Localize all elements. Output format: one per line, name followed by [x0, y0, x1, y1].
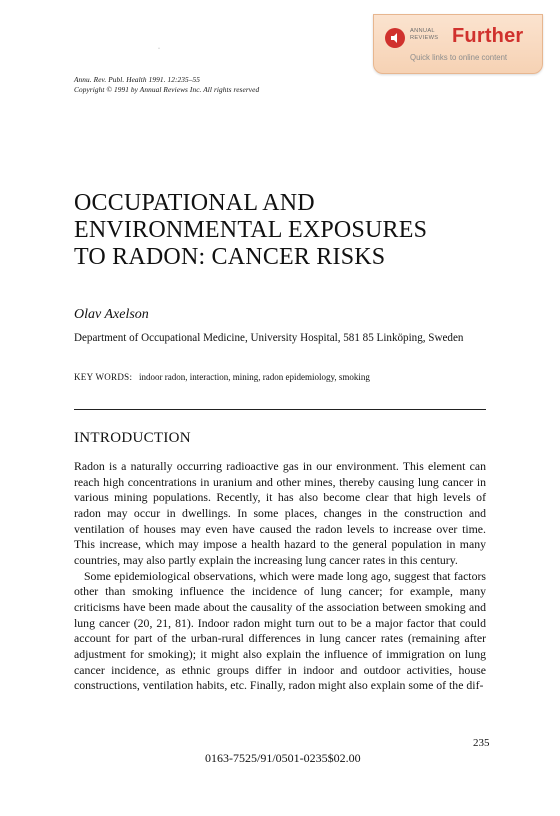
paragraph-2: Some epidemiological observations, which were made long ago, suggest that factors other than smoking influence the incidence of lung cancer; for example, many criticisms have been made about the causality of the association between smoking and lung cancer (20, 21, 81). Indoor radon might turn out to be a major factor that could account for part of the urban-rural differences in lung cancer rates (remaining after adjustment for smoking); it might also explain the influence of immigration on lung cancer incidence, as ethnic groups differ in indoor and outdoor activities, house constructions, ventilation habits, etc. Finally, radon might also explain some of the dif-: [74, 568, 486, 693]
annual-reviews-label: ANNUAL REVIEWS: [410, 28, 439, 41]
price-code: 0163-7525/91/0501-0235$02.00: [205, 751, 361, 765]
further-banner[interactable]: [373, 14, 543, 74]
paragraph-1: Radon is a naturally occurring radioactive gas in our environment. This element can reach high concentrations in uranium and other mines, thereby causing lung cancer in various mining populations. Recently, it has also become clear that high levels of radon may occur in dwellings. In some places, changes in the construction and ventilation of houses may even have caused the radon levels to increase over time. This increase, which may impose a health hazard to the general population in many countries, may also partly explain the increasing lung cancer rates in this century.: [74, 459, 486, 567]
title-line-3: TO RADON: CANCER RISKS: [74, 244, 386, 270]
speaker-icon: [385, 28, 405, 48]
keywords-line: [74, 372, 370, 382]
title-line-2: ENVIRONMENTAL EXPOSURES: [74, 217, 428, 243]
author-affiliation: Department of Occupational Medicine, University Hospital, 581 85 Linköping, Sweden: [74, 332, 464, 344]
keywords-label: KEY WORDS:: [74, 372, 133, 382]
author-name: Olav Axelson: [74, 307, 149, 322]
article-title: [74, 190, 494, 271]
further-logo-text: Further: [452, 25, 524, 47]
keywords-list: indoor radon, interaction, mining, radon epidemiology, smoking: [139, 372, 370, 382]
page-speck: ·: [158, 46, 160, 52]
section-divider: [74, 409, 486, 410]
citation-line-2: Copyright © 1991 by Annual Reviews Inc. All rights reserved: [74, 85, 260, 94]
journal-citation: [74, 75, 259, 95]
quick-links-text: Quick links to online content: [410, 53, 508, 62]
body-text: [74, 459, 486, 694]
section-heading: INTRODUCTION: [74, 430, 191, 446]
citation-line-1: Annu. Rev. Publ. Health 1991. 12:235–55: [74, 75, 200, 84]
page-number: 235: [473, 737, 490, 749]
title-line-1: OCCUPATIONAL AND: [74, 190, 315, 216]
